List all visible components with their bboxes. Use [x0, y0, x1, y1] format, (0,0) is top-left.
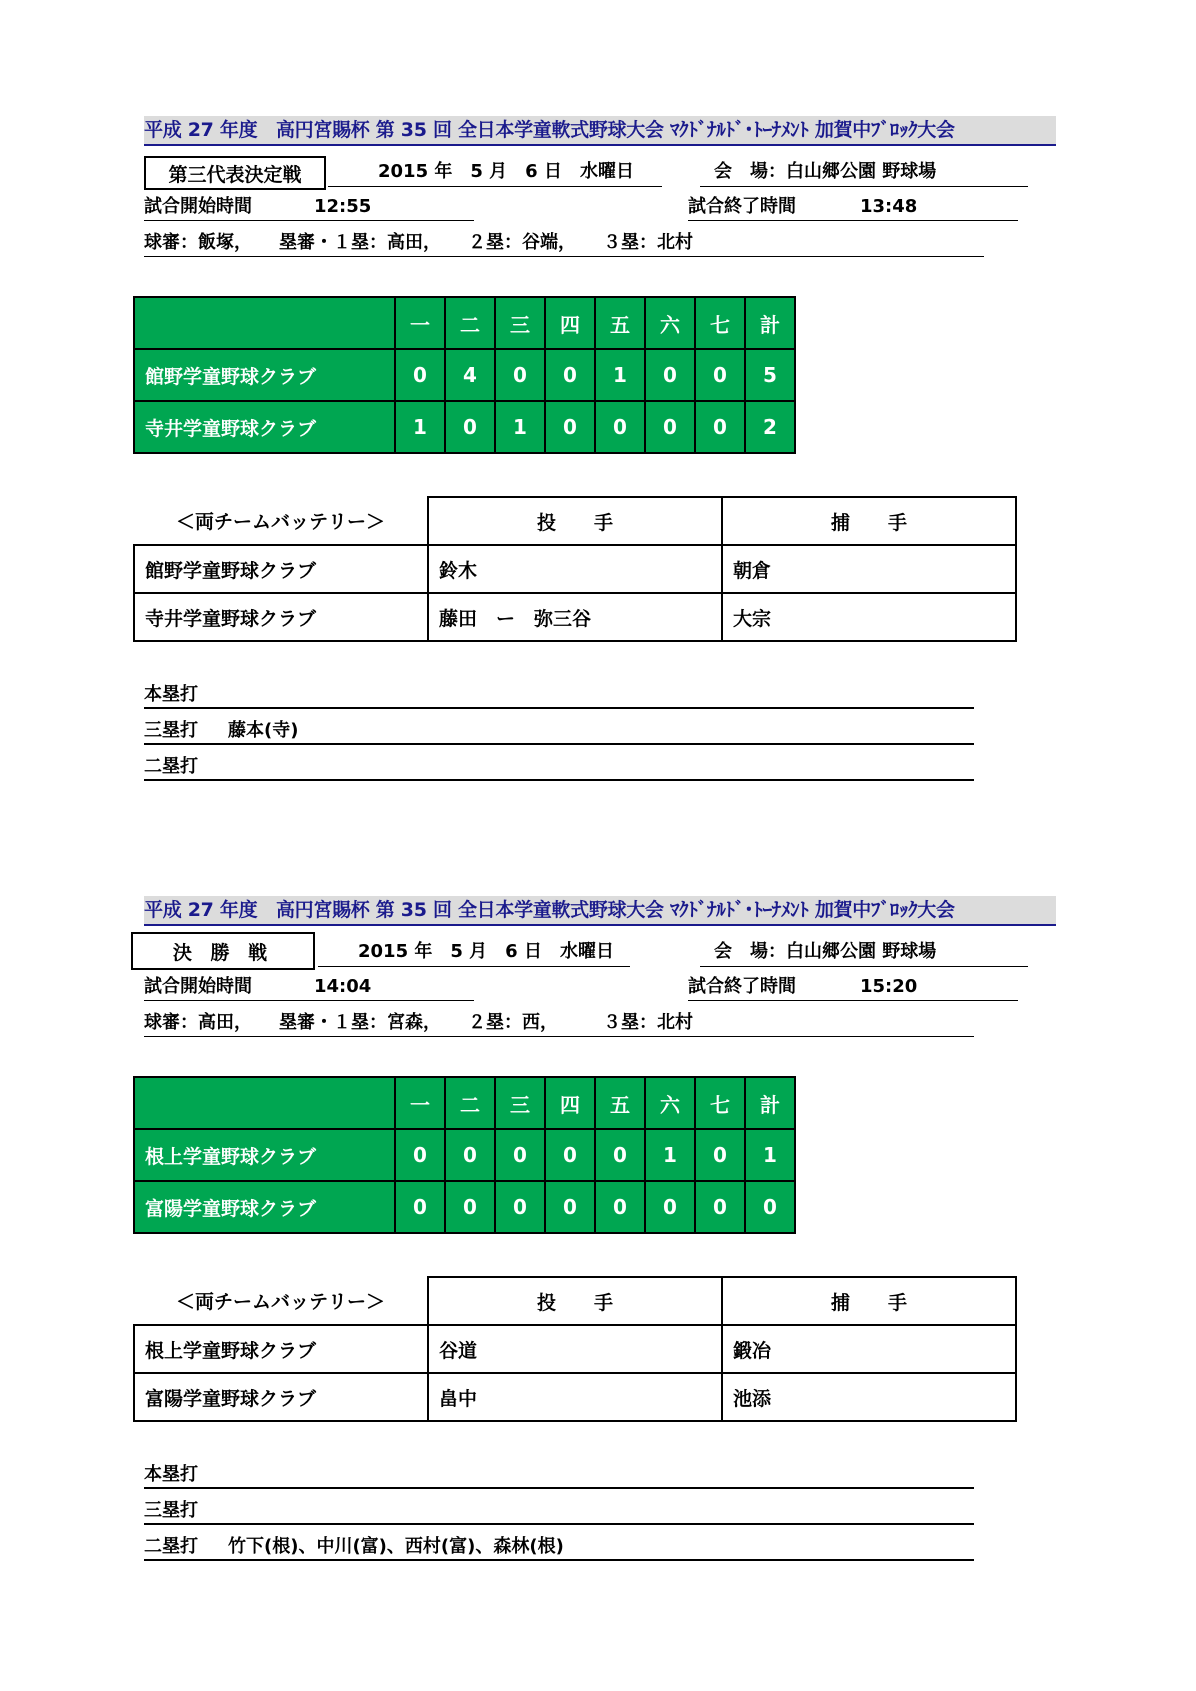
inning-score: 0	[695, 1129, 745, 1181]
inning-score: 1	[645, 1129, 695, 1181]
date-line: 2015 年 5 月 6 日 水曜日	[358, 941, 614, 962]
catcher-name: 鍛冶	[722, 1325, 1016, 1373]
battery-header: ＜両チームバッテリー＞	[175, 1291, 385, 1313]
inning-score: 1	[495, 401, 545, 453]
total-score: 0	[745, 1181, 795, 1233]
battery-row	[134, 1325, 1016, 1373]
battery-header: ＜両チームバッテリー＞	[175, 511, 385, 533]
start-time-label: 試合開始時間	[144, 196, 252, 217]
catcher-name: 大宗	[722, 593, 1016, 641]
inning-score: 1	[595, 349, 645, 401]
catcher-name: 池添	[722, 1373, 1016, 1421]
inning-score: 0	[395, 349, 445, 401]
team-name: 根上学童野球クラブ	[134, 1129, 395, 1181]
battery-row	[134, 593, 1016, 641]
stage-label: 第三代表決定戦	[144, 156, 326, 190]
inning-2-header: 二	[445, 297, 495, 349]
scoreboard-row	[134, 1129, 795, 1181]
battery-team: 館野学童野球クラブ	[134, 545, 428, 593]
team-name: 館野学童野球クラブ	[134, 349, 395, 401]
double-label: 二塁打	[144, 1536, 198, 1557]
umpires-line: 球審：飯塚， 塁審・１塁：高田， ２塁：谷端， ３塁：北村	[144, 232, 693, 253]
double-label: 二塁打	[144, 756, 198, 777]
pitcher-name: 鈴木	[428, 545, 722, 593]
date-underline	[318, 966, 630, 967]
start-time-value: 12:55	[314, 196, 372, 217]
inning-score: 0	[545, 1129, 595, 1181]
total-score: 5	[745, 349, 795, 401]
inning-5-header: 五	[595, 1077, 645, 1129]
double-underline	[144, 1559, 974, 1561]
pitcher-name: 藤田 ー 弥三谷	[428, 593, 722, 641]
inning-6-header: 六	[645, 1077, 695, 1129]
start-time-underline	[144, 1000, 474, 1001]
inning-score: 0	[695, 349, 745, 401]
triple-label: 三塁打	[144, 720, 198, 741]
tournament-title: 平成 27 年度 高円宮賜杯 第 35 回 全日本学童軟式野球大会 ﾏｸﾄﾞﾅﾙﾄﾞ･ﾄｰﾅﾒﾝﾄ 加賀中ﾌﾞﾛｯｸ大会	[144, 116, 1056, 144]
inning-score: 0	[645, 349, 695, 401]
game-report-1	[0, 0, 1196, 800]
scoreboard	[133, 1076, 796, 1234]
battery-table	[133, 1276, 1017, 1422]
inning-1-header: 一	[395, 297, 445, 349]
end-time-label: 試合終了時間	[688, 196, 796, 217]
inning-2-header: 二	[445, 1077, 495, 1129]
total-score: 1	[745, 1129, 795, 1181]
start-time-value: 14:04	[314, 976, 372, 997]
title-underline	[144, 144, 1056, 146]
end-time-value: 13:48	[860, 196, 918, 217]
total-header: 計	[745, 297, 795, 349]
total-header: 計	[745, 1077, 795, 1129]
triple-label: 三塁打	[144, 1500, 198, 1521]
inning-5-header: 五	[595, 297, 645, 349]
inning-4-header: 四	[545, 297, 595, 349]
pitcher-header: 投 手	[428, 497, 722, 545]
total-score: 2	[745, 401, 795, 453]
inning-score: 0	[645, 401, 695, 453]
inning-score: 0	[445, 1181, 495, 1233]
inning-7-header: 七	[695, 1077, 745, 1129]
game-report-2	[0, 780, 1196, 1580]
venue-underline	[700, 966, 1028, 967]
end-time-underline	[688, 220, 1018, 221]
pitcher-header: 投 手	[428, 1277, 722, 1325]
tournament-title: 平成 27 年度 高円宮賜杯 第 35 回 全日本学童軟式野球大会 ﾏｸﾄﾞﾅﾙﾄﾞ･ﾄｰﾅﾒﾝﾄ 加賀中ﾌﾞﾛｯｸ大会	[144, 896, 1056, 924]
scoreboard-row	[134, 349, 795, 401]
inning-score: 0	[495, 349, 545, 401]
inning-score: 4	[445, 349, 495, 401]
inning-score: 0	[545, 401, 595, 453]
date-underline	[328, 186, 662, 187]
home-run-label: 本塁打	[144, 684, 198, 705]
home-run-label: 本塁打	[144, 1464, 198, 1485]
team-name: 寺井学童野球クラブ	[134, 401, 395, 453]
scoreboard-row	[134, 401, 795, 453]
end-time-value: 15:20	[860, 976, 918, 997]
inning-4-header: 四	[545, 1077, 595, 1129]
inning-7-header: 七	[695, 297, 745, 349]
scoreboard-row	[134, 1181, 795, 1233]
scoreboard-header-row	[134, 1077, 795, 1129]
battery-table	[133, 496, 1017, 642]
inning-score: 0	[695, 401, 745, 453]
battery-row	[134, 545, 1016, 593]
inning-score: 0	[595, 1181, 645, 1233]
home-run-underline	[144, 707, 974, 709]
battery-header-row	[134, 1277, 1016, 1325]
date-line: 2015 年 5 月 6 日 水曜日	[378, 161, 634, 182]
double-value: 竹下(根)、中川(富)、西村(富)、森林(根)	[228, 1536, 564, 1557]
start-time-label: 試合開始時間	[144, 976, 252, 997]
inning-1-header: 一	[395, 1077, 445, 1129]
umpires-underline	[144, 256, 984, 257]
inning-score: 0	[395, 1181, 445, 1233]
inning-score: 0	[445, 1129, 495, 1181]
catcher-header: 捕 手	[722, 1277, 1016, 1325]
battery-team: 寺井学童野球クラブ	[134, 593, 428, 641]
team-name: 富陽学童野球クラブ	[134, 1181, 395, 1233]
title-underline	[144, 924, 1056, 926]
catcher-name: 朝倉	[722, 545, 1016, 593]
start-time-underline	[144, 220, 474, 221]
inning-score: 0	[695, 1181, 745, 1233]
battery-row	[134, 1373, 1016, 1421]
inning-score: 0	[495, 1181, 545, 1233]
triple-underline	[144, 1523, 974, 1525]
inning-score: 0	[495, 1129, 545, 1181]
scoreboard-header-row	[134, 297, 795, 349]
end-time-label: 試合終了時間	[688, 976, 796, 997]
battery-header-row	[134, 497, 1016, 545]
inning-3-header: 三	[495, 297, 545, 349]
venue-line: 会 場：白山郷公園 野球場	[714, 941, 937, 962]
venue-underline	[700, 186, 1028, 187]
umpires-underline	[144, 1036, 974, 1037]
triple-value: 藤本(寺)	[228, 720, 299, 741]
triple-underline	[144, 743, 974, 745]
pitcher-name: 畠中	[428, 1373, 722, 1421]
inning-score: 0	[645, 1181, 695, 1233]
venue-line: 会 場：白山郷公園 野球場	[714, 161, 937, 182]
battery-team: 富陽学童野球クラブ	[134, 1373, 428, 1421]
inning-score: 0	[545, 349, 595, 401]
inning-3-header: 三	[495, 1077, 545, 1129]
end-time-underline	[688, 1000, 1018, 1001]
home-run-underline	[144, 1487, 974, 1489]
inning-score: 0	[595, 1129, 645, 1181]
stage-label: 決 勝 戦	[131, 932, 315, 970]
inning-6-header: 六	[645, 297, 695, 349]
scoreboard-corner	[134, 297, 395, 349]
scoreboard	[133, 296, 796, 454]
inning-score: 0	[545, 1181, 595, 1233]
battery-team: 根上学童野球クラブ	[134, 1325, 428, 1373]
inning-score: 0	[395, 1129, 445, 1181]
inning-score: 0	[445, 401, 495, 453]
catcher-header: 捕 手	[722, 497, 1016, 545]
scoreboard-corner	[134, 1077, 395, 1129]
umpires-line: 球審：高田， 塁審・１塁：宮森， ２塁：西， ３塁：北村	[144, 1012, 693, 1033]
inning-score: 0	[595, 401, 645, 453]
inning-score: 1	[395, 401, 445, 453]
pitcher-name: 谷道	[428, 1325, 722, 1373]
